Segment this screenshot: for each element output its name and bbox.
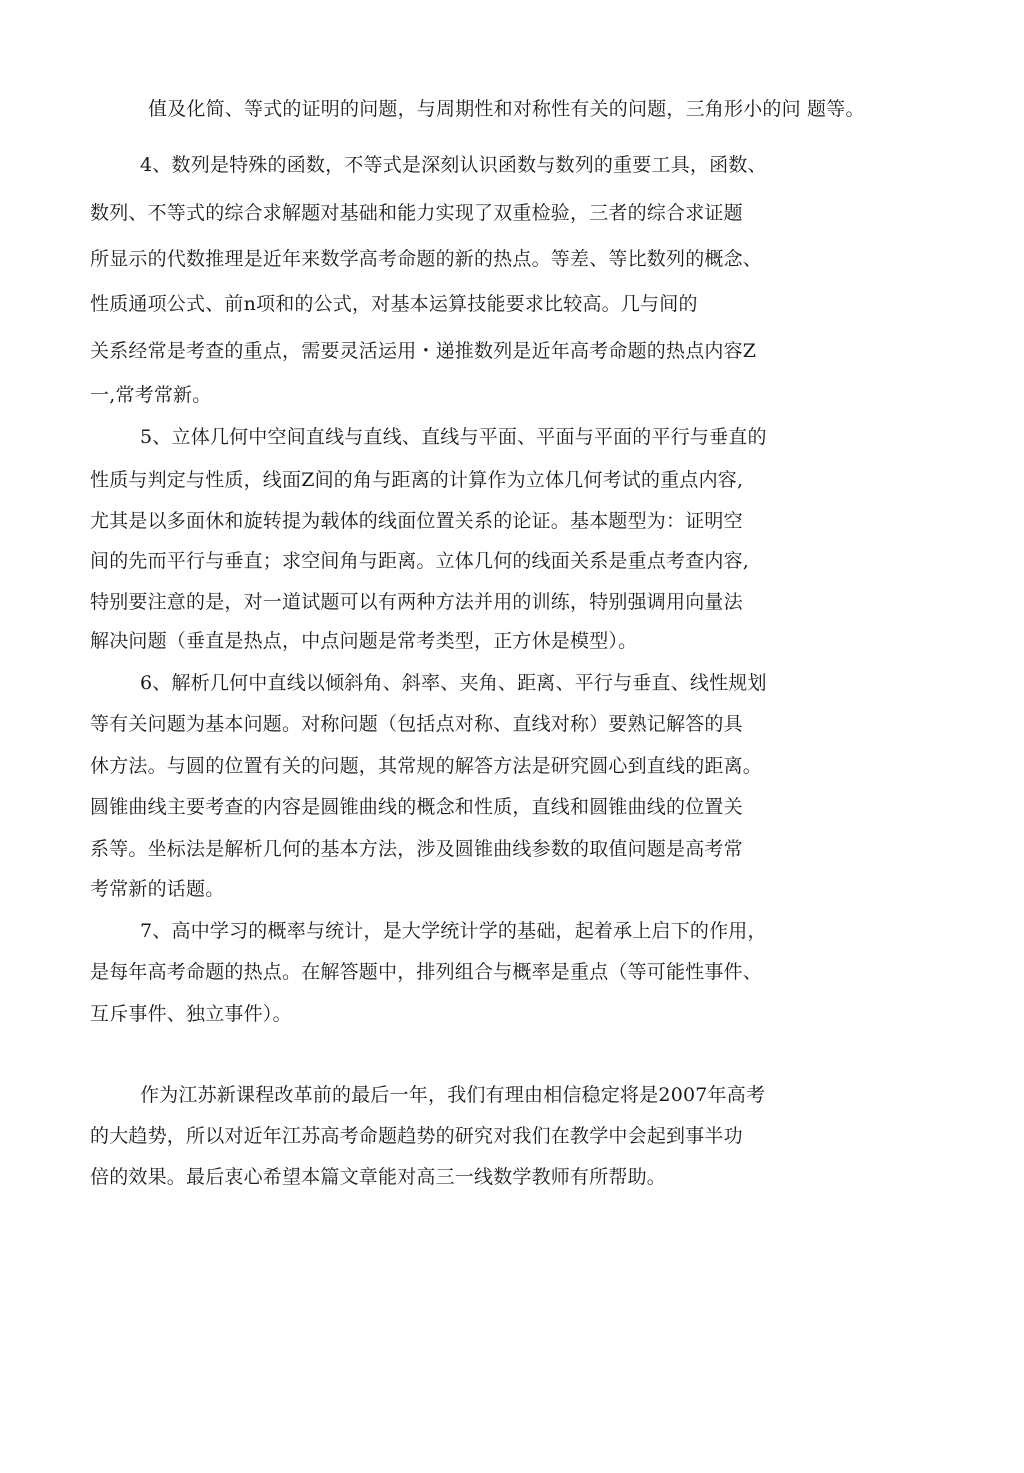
text-line-18: 系等。坐标法是解析几何的基本方法，涉及圆锥曲线参数的取值问题是高考常	[90, 838, 743, 860]
text-line-19: 考常新的话题。	[90, 878, 225, 900]
text-line-1: 值及化简、等式的证明的问题，与周期性和对称性有关的问题，三角形小的问 题等。	[148, 98, 865, 120]
text-line-21: 是每年高考命题的热点。在解答题中，排列组合与概率是重点（等可能性事件、	[90, 961, 763, 983]
text-line-14: 6、解析几何中直线以倾斜角、斜率、夹角、距离、平行与垂直、线性规划	[140, 672, 767, 694]
text-line-20: 7、高中学习的概率与统计，是大学统计学的基础，起着承上启下的作用，	[140, 920, 767, 942]
text-line-3: 数列、不等式的综合求解题对基础和能力实现了双重检验，三者的综合求证题	[90, 202, 743, 224]
text-line-22: 互斥事件、独立事件）。	[90, 1003, 292, 1025]
text-line-2: 4、数列是特殊的函数，不等式是深刻认识函数与数列的重要工具，函数、	[140, 154, 767, 176]
text-line-7: 一,常考常新。	[90, 384, 212, 406]
text-line-15: 等有关问题为基本问题。对称问题（包括点对称、直线对称）要熟记解答的具	[90, 713, 743, 735]
text-line-9: 性质与判定与性质，线面Z间的角与距离的计算作为立体几何考试的重点内容,	[90, 469, 744, 491]
text-line-4: 所显示的代数推理是近年来数学高考命题的新的热点。等差、等比数列的概念、	[90, 248, 763, 270]
text-line-23: 作为江苏新课程改革前的最后一年，我们有理由相信稳定将是2007年高考	[140, 1084, 766, 1106]
text-line-12: 特别要注意的是，对一道试题可以有两种方法并用的训练，特别强调用向量法	[90, 591, 743, 613]
text-line-25: 倍的效果。最后衷心希望本篇文章能对高三一线数学教师有所帮助。	[90, 1166, 667, 1188]
text-line-8: 5、立体几何中空间直线与直线、直线与平面、平面与平面的平行与垂直的	[140, 426, 767, 448]
text-line-11: 间的先而平行与垂直；求空间角与距离。立体几何的线面关系是重点考查内容,	[90, 550, 750, 572]
text-line-13: 解决问题（垂直是热点，中点问题是常考类型，正方休是模型）。	[90, 630, 638, 652]
text-line-6: 关系经常是考查的重点，需要灵活运用・递推数列是近年高考命题的热点内容Z	[90, 340, 757, 362]
text-line-24: 的大趋势，所以对近年江苏高考命题趋势的研究对我们在教学中会起到事半功	[90, 1125, 743, 1147]
text-line-17: 圆锥曲线主要考查的内容是圆锥曲线的概念和性质，直线和圆锥曲线的位置关	[90, 796, 743, 818]
text-line-10: 尤其是以多面休和旋转提为载体的线面位置关系的论证。基本题型为：证明空	[90, 510, 743, 532]
text-line-16: 休方法。与圆的位置有关的问题，其常规的解答方法是研究圆心到直线的距离。	[90, 755, 763, 777]
text-line-5: 性质通项公式、前n项和的公式，对基本运算技能要求比较高。几与间的	[90, 293, 698, 315]
